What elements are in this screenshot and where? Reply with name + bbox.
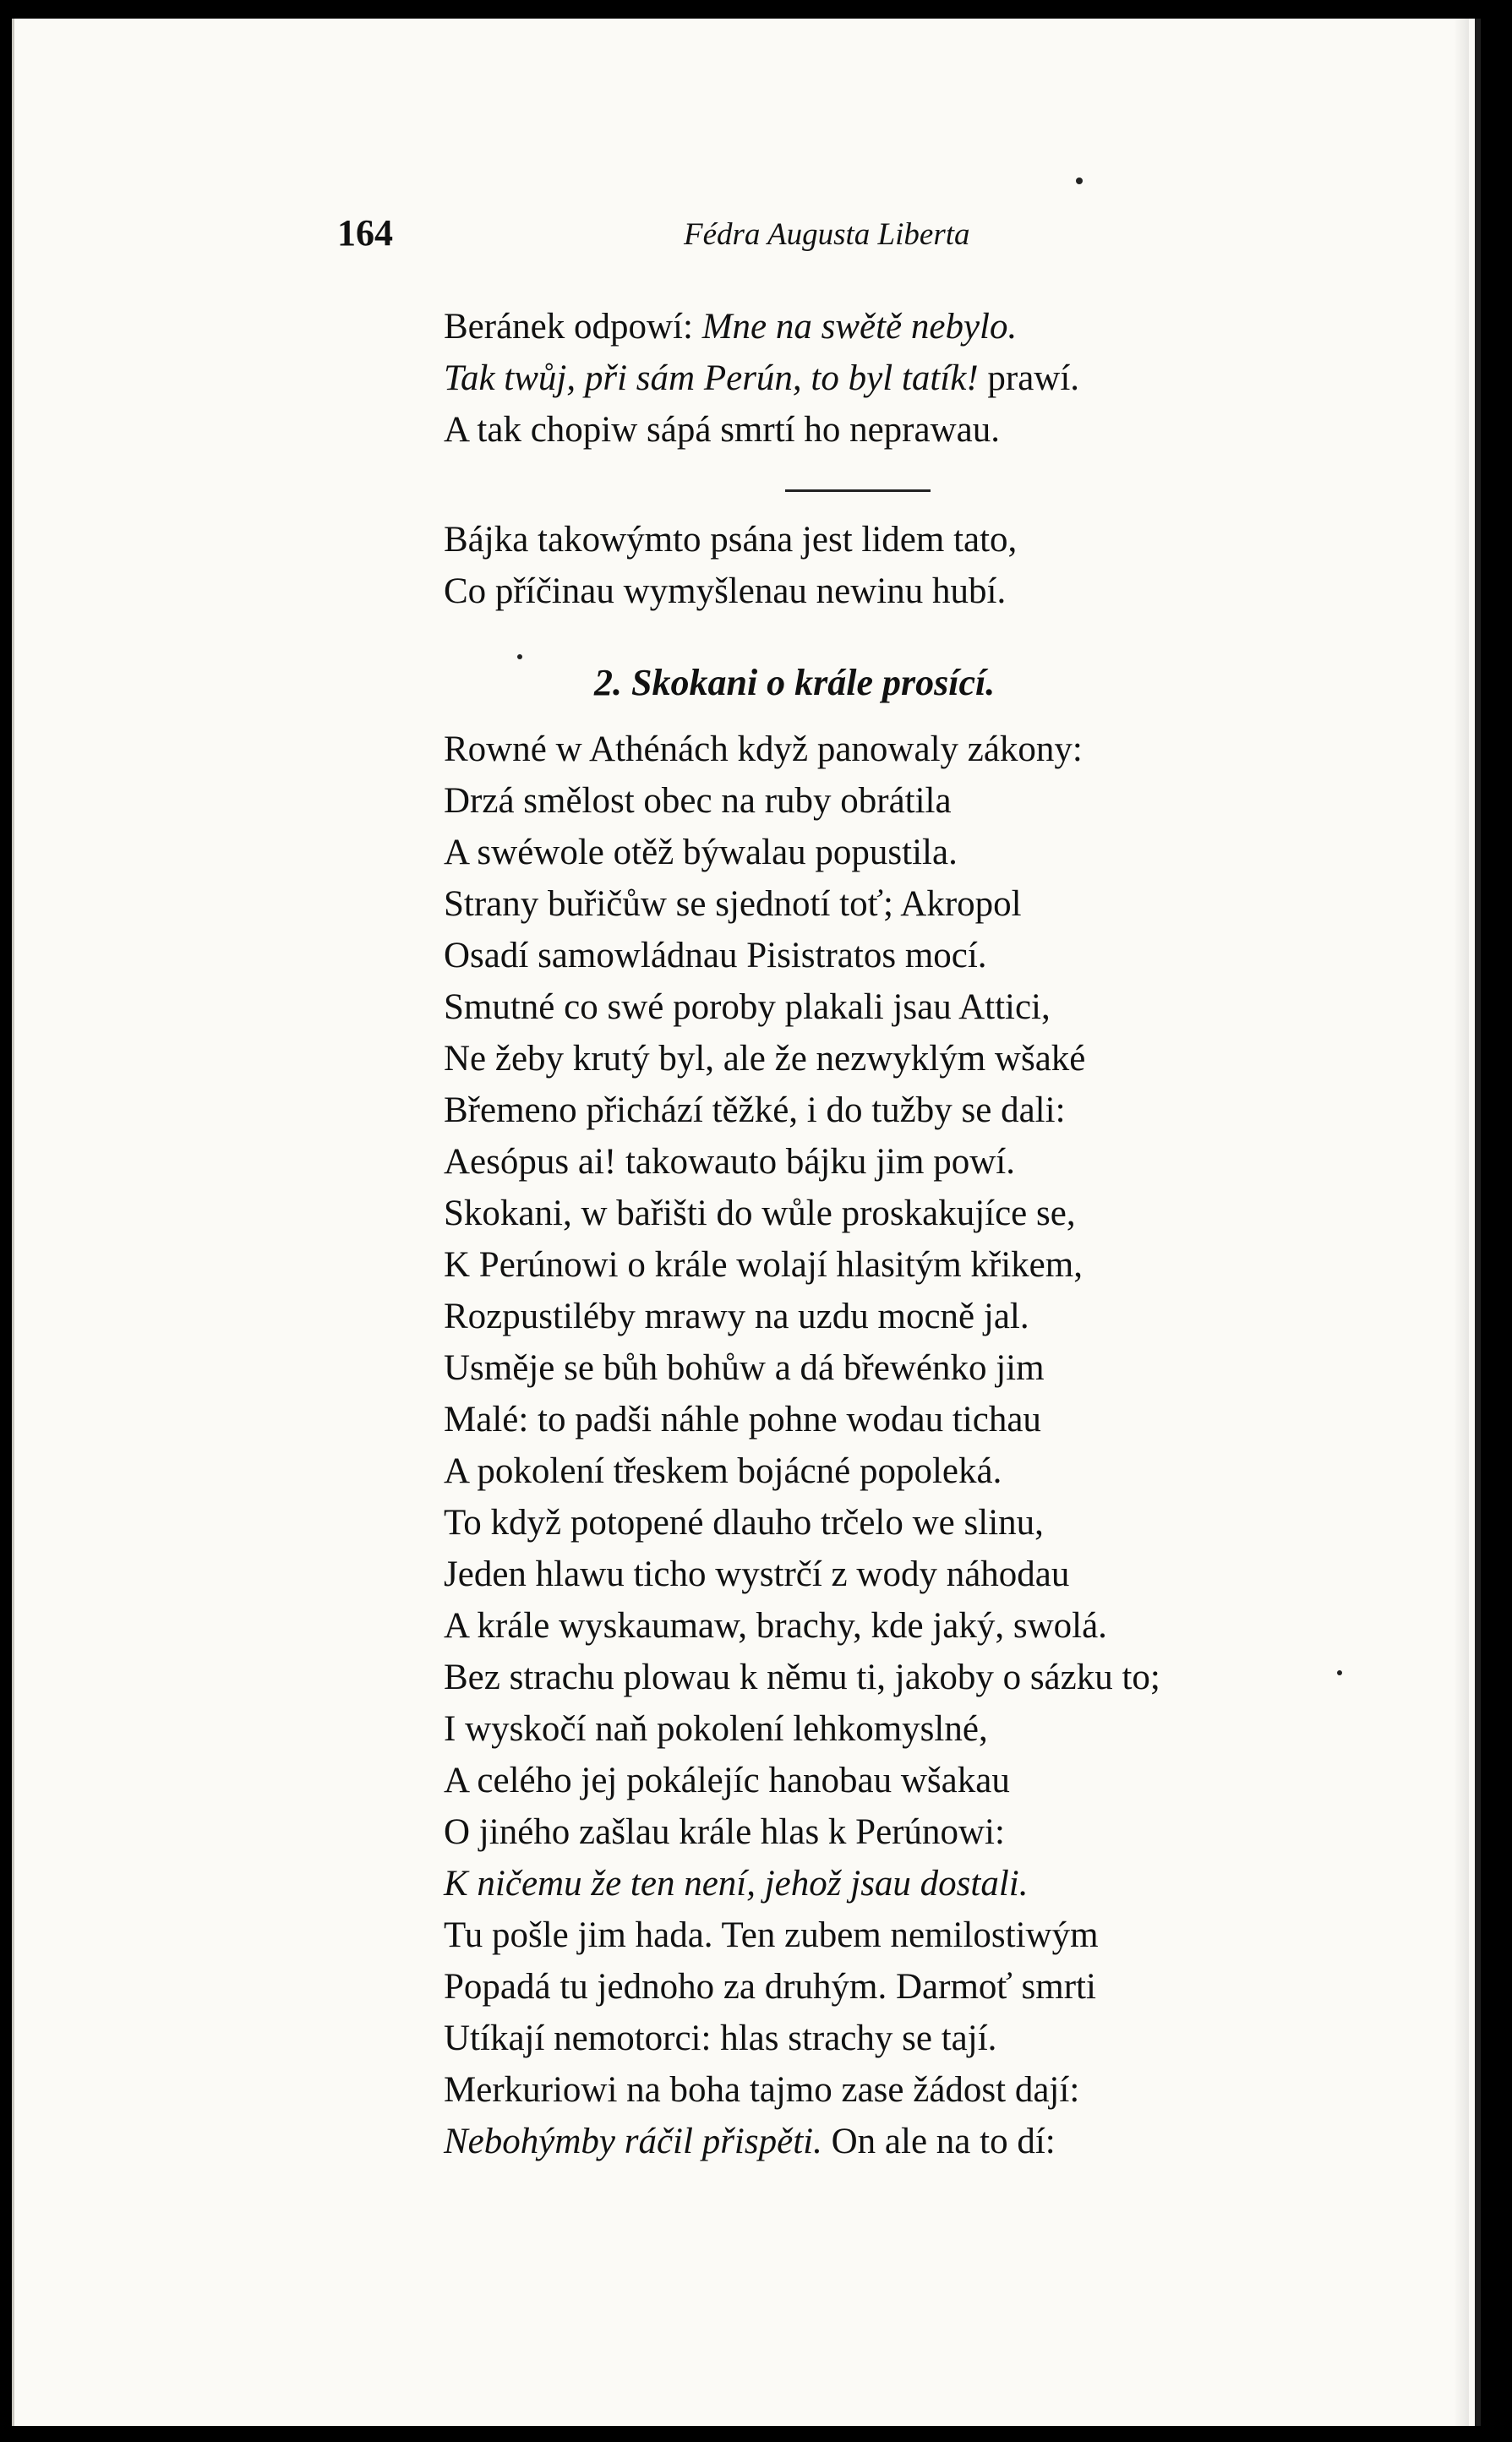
verse-line [444, 1497, 1424, 1549]
verse-line [444, 878, 1424, 930]
verse-segment: Drzá smělost obec na ruby obrátila [444, 781, 952, 821]
verse-line [444, 981, 1424, 1033]
verse-segment: Bájka takowýmto psána jest lidem tato, [444, 520, 1018, 560]
verse-line [444, 2013, 1424, 2064]
verse-segment: Skokani, w bařišti do wůle proskakujíce se, [444, 1194, 1076, 1233]
verse-line [444, 1806, 1424, 1858]
verse-line [444, 1549, 1424, 1600]
verse-line [444, 1342, 1424, 1394]
verse-line [444, 827, 1424, 878]
verse-segment: Rowné w Athénách když panowaly zákony: [444, 729, 1083, 769]
verse-line [444, 1961, 1424, 2013]
print-speck [1076, 178, 1083, 184]
page-edge-shadow [1454, 19, 1469, 2426]
print-speck [1337, 1670, 1342, 1675]
verse-segment: To když potopené dlauho trčelo we slinu, [444, 1503, 1044, 1543]
verse-italic-segment: Tak twůj, při sám Perún, to byl tatík! [444, 358, 979, 398]
running-title: Fédra Augusta Liberta [684, 217, 970, 252]
verse-line [444, 2116, 1424, 2167]
verse-segment: A swéwole otěž býwalau popustila. [444, 833, 958, 872]
verse-line [444, 352, 1424, 404]
verse-line [444, 1188, 1424, 1239]
verse-line [444, 1909, 1424, 1961]
verse-line [444, 1084, 1424, 1136]
fable-heading: 2. Skokani o krále prosící. [594, 662, 996, 703]
verse-segment: Co příčinau wymyšlenau newinu hubí. [444, 571, 1007, 611]
verse-line [444, 404, 1424, 456]
verse-line [444, 565, 1424, 617]
verse-segment: Ne žeby krutý byl, ale že nezwyklým wšaké [444, 1039, 1086, 1079]
verse-segment: Merkuriowi na boha tajmo zase žádost dají: [444, 2070, 1080, 2110]
verse-line [444, 1600, 1424, 1652]
verse-segment: I wyskočí naň pokolení lehkomyslné, [444, 1709, 988, 1749]
verse-block-ending [444, 301, 1424, 456]
page-header [14, 211, 1475, 262]
verse-segment: A celého jej pokálejíc hanobau wšakau [444, 1761, 1010, 1800]
verse-italic-segment: Nebohýmby ráčil přispěti. [444, 2122, 822, 2161]
section-divider [785, 489, 931, 492]
verse-segment: Strany buřičůw se sjednotí toť; Akropol [444, 884, 1022, 924]
verse-line [444, 724, 1424, 775]
book-page [12, 19, 1481, 2426]
verse-line [444, 1239, 1424, 1291]
verse-segment: Bez strachu plowau k němu ti, jakoby o sázku to; [444, 1658, 1160, 1697]
verse-line [444, 1394, 1424, 1445]
verse-segment: Utíkají nemotorci: hlas strachy se tají. [444, 2019, 997, 2058]
verse-line [444, 1033, 1424, 1084]
verse-segment: O jiného zašlau krále hlas k Perúnowi: [444, 1812, 1005, 1852]
verse-segment: Aesópus ai! takowauto bájku jim powí. [444, 1142, 1015, 1182]
verse-line [444, 1858, 1424, 1909]
verse-line [444, 1445, 1424, 1497]
verse-segment: A pokolení třeskem bojácné popoleká. [444, 1451, 1002, 1491]
verse-line [444, 1652, 1424, 1703]
verse-segment: Osadí samowládnau Pisistratos mocí. [444, 936, 987, 975]
verse-line [444, 2064, 1424, 2116]
verse-block-fable [444, 724, 1424, 2167]
verse-line [444, 1291, 1424, 1342]
verse-italic-segment: Mne na swětě nebylo. [701, 307, 1018, 347]
verse-segment: A tak chopiw sápá smrtí ho neprawau. [444, 410, 1000, 450]
verse-segment: On ale na to dí: [822, 2122, 1056, 2161]
verse-line [444, 1755, 1424, 1806]
verse-line [444, 301, 1424, 352]
print-speck [517, 654, 522, 659]
page-number: 164 [337, 212, 393, 254]
verse-block-moral [444, 514, 1424, 617]
verse-line [444, 1703, 1424, 1755]
verse-segment: Jeden hlawu ticho wystrčí z wody náhodau [444, 1554, 1070, 1594]
verse-segment: Tu pošle jim hada. Ten zubem nemilostiwým [444, 1915, 1099, 1955]
verse-segment: K Perúnowi o krále wolají hlasitým křikem, [444, 1245, 1083, 1285]
verse-segment: Popadá tu jednoho za druhým. Darmoť smrti [444, 1967, 1096, 2007]
verse-segment: A krále wyskaumaw, brachy, kde jaký, swolá. [444, 1606, 1107, 1646]
verse-line [444, 775, 1424, 827]
verse-italic-segment: K ničemu že ten není, jehož jsau dostali. [444, 1864, 1029, 1904]
verse-line [444, 1136, 1424, 1188]
verse-line [444, 930, 1424, 981]
verse-segment: Rozpustiléby mrawy na uzdu mocně jal. [444, 1297, 1029, 1336]
verse-segment: Usměje se bůh bohůw a dá břewénko jim [444, 1348, 1045, 1388]
verse-line [444, 514, 1424, 565]
verse-segment: Smutné co swé poroby plakali jsau Attici, [444, 987, 1051, 1027]
verse-segment: Beránek odpowí: [444, 307, 702, 347]
verse-segment: Malé: to padši náhle pohne wodau tichau [444, 1400, 1041, 1440]
verse-segment: Břemeno přichází těžké, i do tužby se dali: [444, 1090, 1066, 1130]
verse-segment: prawí. [978, 358, 1080, 398]
